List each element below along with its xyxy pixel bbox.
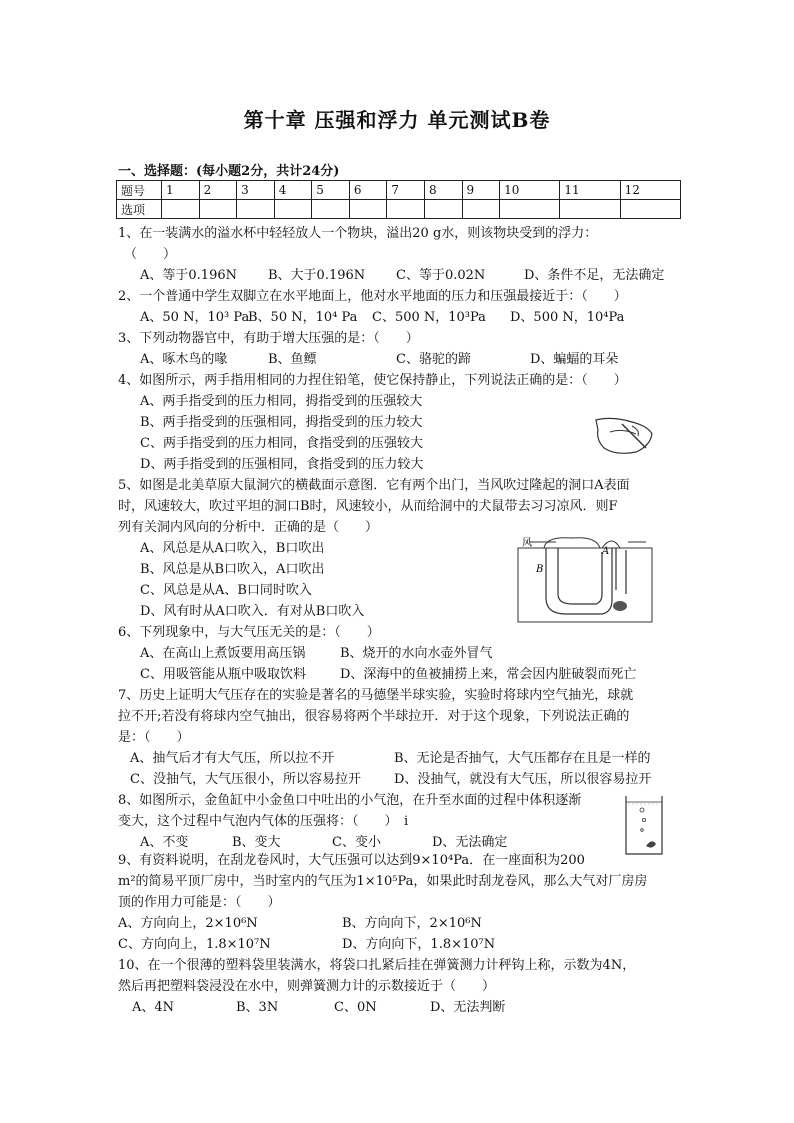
answer-cell[interactable] — [237, 200, 275, 219]
table-cell: 10 — [500, 181, 560, 200]
option: C、两手指受到的压力相同，食指受到的压强较大 — [140, 436, 423, 451]
question-2 — [118, 286, 688, 328]
option: D、深海中的鱼被捕捞上来，常会因内脏破裂而死亡 — [340, 667, 637, 682]
answer-cell[interactable] — [462, 200, 500, 219]
option: A、50 N，10³ Pa — [140, 310, 250, 325]
table-cell: 11 — [560, 181, 620, 200]
answer-table — [116, 180, 681, 219]
option: B、50 N，10⁴ Pa — [248, 310, 358, 325]
question-text: 顶的作用力可能是：（ ） — [118, 895, 281, 910]
option: A、不变 — [140, 835, 189, 850]
table-header-cell: 题号 — [117, 181, 162, 200]
option: A、在高山上煮饭要用高压锅 — [140, 646, 306, 661]
table-cell: 12 — [620, 181, 680, 200]
option: C、方向向上，1.8×10⁷N — [118, 937, 271, 952]
answer-cell[interactable] — [199, 200, 237, 219]
options-row — [118, 265, 688, 286]
burrow-figure — [516, 534, 656, 624]
option: D、无法确定 — [432, 835, 508, 850]
option: C、等于0.02N — [396, 268, 486, 283]
table-cell: 1 — [162, 181, 200, 200]
option: C、骆驼的蹄 — [396, 352, 471, 367]
option: D、条件不足，无法确定 — [524, 268, 665, 283]
question-text: 9、有资料说明，在刮龙卷风时，大气压强可以达到9×10⁴Pa．在一座面积为200 — [118, 853, 585, 868]
option: C、变小 — [332, 835, 381, 850]
answer-cell[interactable] — [620, 200, 680, 219]
question-7 — [118, 685, 688, 790]
option: D、方向向下，1.8×10⁷N — [342, 937, 496, 952]
options-row — [118, 664, 688, 685]
question-text: 5、如图是北美草原大鼠洞穴的横截面示意图．它有两个出门，当风吹过隆起的洞口A表面 — [118, 478, 630, 493]
option: A、方向向上，2×10⁶N — [118, 916, 258, 931]
answer-cell[interactable] — [560, 200, 620, 219]
question-text: （ ） — [124, 247, 177, 262]
question-text: 8、如图所示，金鱼缸中小金鱼口中吐出的小气泡，在升至水面的过程中体积逐渐 — [118, 793, 582, 808]
option: A、风总是从A口吹入，B口吹出 — [140, 541, 325, 556]
table-cell: 3 — [237, 181, 275, 200]
question-3 — [118, 328, 688, 370]
option: C、风总是从A、B口同时吹入 — [140, 583, 312, 598]
option: B、风总是从B口吹入，A口吹出 — [140, 562, 325, 577]
question-text: 6、下列现象中，与大气压无关的是：（ ） — [118, 625, 380, 640]
question-text: 拉不开;若没有将球内空气抽出，很容易将两个半球拉开．对于这个现象，下列说法正确的 — [118, 709, 630, 724]
options-row — [118, 913, 688, 934]
question-text: 时，风速较大，吹过平坦的洞口B时，风速较小，从而给洞中的犬鼠带去习习凉风．则F — [118, 499, 618, 514]
option: B、烧开的水向水壶外冒气 — [340, 646, 493, 661]
option: B、两手指受到的压强相同，拇指受到的压力较大 — [140, 415, 423, 430]
options-row — [118, 769, 688, 790]
table-header-cell: 选项 — [117, 200, 162, 219]
section-heading: 一、选择题：(每小题2分，共计24分) — [118, 164, 340, 179]
option: C、没抽气，大气压很小，所以容易拉开 — [130, 772, 361, 787]
question-text: 7、历史上证明大气压存在的实验是著名的马德堡半球实验，实验时将球内空气抽光，球就 — [118, 688, 634, 703]
option: A、两手指受到的压力相同，拇指受到的压强较大 — [140, 394, 423, 409]
option: B、3N — [236, 1000, 279, 1015]
question-text: 10、在一个很薄的塑料袋里装满水，将袋口扎紧后挂在弹簧测力计秤钩上称，示数为4N， — [118, 958, 636, 973]
question-8 — [118, 790, 688, 853]
table-cell: 8 — [424, 181, 462, 200]
question-6 — [118, 622, 688, 685]
question-9 — [118, 850, 688, 955]
figure-label: A — [602, 546, 610, 557]
question-10 — [118, 955, 688, 1018]
option: B、方向向下，2×10⁶N — [342, 916, 482, 931]
answer-cell[interactable] — [162, 200, 200, 219]
table-cell: 9 — [462, 181, 500, 200]
option: A、啄木鸟的喙 — [140, 352, 228, 367]
answer-cell[interactable] — [349, 200, 387, 219]
question-1 — [118, 223, 688, 286]
question-text: 是：（ ） — [118, 730, 190, 745]
question-text: 3、下列动物器官中，有助于增大压强的是：（ ） — [118, 331, 419, 346]
option: D、无法判断 — [430, 1000, 506, 1015]
option: D、500 N，10⁴Pa — [510, 310, 625, 325]
option: D、两手指受到的压强相同，食指受到的压力较大 — [140, 457, 424, 472]
option: B、鱼鳔 — [268, 352, 317, 367]
table-cell: 6 — [349, 181, 387, 200]
figure-label: B — [536, 564, 544, 575]
options-row — [118, 643, 688, 664]
option: B、无论是否抽气，大气压都存在且是一样的 — [394, 751, 651, 766]
option: B、变大 — [232, 835, 281, 850]
option: A、抽气后才有大气压，所以拉不开 — [130, 751, 335, 766]
question-text: 列有关洞内风向的分析中．正确的是（ ） — [118, 520, 379, 535]
option: D、风有时从A口吹入．有对从B口吹入 — [140, 604, 365, 619]
table-cell: 7 — [387, 181, 425, 200]
question-text: 变大，这个过程中气泡内气体的压强将：（ ） i — [118, 814, 409, 829]
option: C、500 N，10³Pa — [372, 310, 486, 325]
options-row — [118, 997, 688, 1018]
pencil-fingers-figure — [592, 412, 656, 460]
figure-label: 风 — [522, 538, 532, 549]
option: A、4N — [132, 1000, 175, 1015]
page-title: 第十章 压强和浮力 单元测试B卷 — [243, 108, 551, 132]
question-text: 2、一个普通中学生双脚立在水平地面上，他对水平地面的压力和压强最接近于：（ ） — [118, 289, 627, 304]
options-row — [118, 307, 688, 328]
table-cell: 5 — [312, 181, 350, 200]
option: D、蝙蝠的耳朵 — [530, 352, 619, 367]
answer-cell[interactable] — [500, 200, 560, 219]
answer-cell[interactable] — [424, 200, 462, 219]
option: B、大于0.196N — [268, 268, 366, 283]
answer-cell[interactable] — [274, 200, 312, 219]
answer-cell[interactable] — [387, 200, 425, 219]
table-cell: 4 — [274, 181, 312, 200]
options-row — [118, 349, 688, 370]
option: A、等于0.196N — [140, 268, 237, 283]
options-row — [118, 748, 688, 769]
question-text: 1、在一装满水的溢水杯中轻轻放人一个物块，溢出20 g水，则该物块受到的浮力： — [118, 226, 598, 241]
table-row — [117, 181, 681, 200]
option: C、0N — [334, 1000, 377, 1015]
option: C、用吸管能从瓶中吸取饮料 — [140, 667, 306, 682]
question-text: 然后再把塑料袋浸没在水中，则弹簧测力计的示数接近于（ ） — [118, 979, 496, 994]
option: D、没抽气，就没有大气压，所以很容易拉开 — [394, 772, 652, 787]
question-text: m²的简易平顶厂房中，当时室内的气压为1×10⁵Pa，如果此时刮龙卷风，那么大气对厂房房 — [118, 874, 648, 889]
options-row — [118, 934, 688, 955]
table-cell: 2 — [199, 181, 237, 200]
table-row — [117, 200, 681, 219]
question-text: 4、如图所示，两手指用相同的力捏住铅笔，使它保持静止，下列说法正确的是：（ ） — [118, 373, 627, 388]
answer-cell[interactable] — [312, 200, 350, 219]
fish-tank-figure — [622, 792, 666, 858]
